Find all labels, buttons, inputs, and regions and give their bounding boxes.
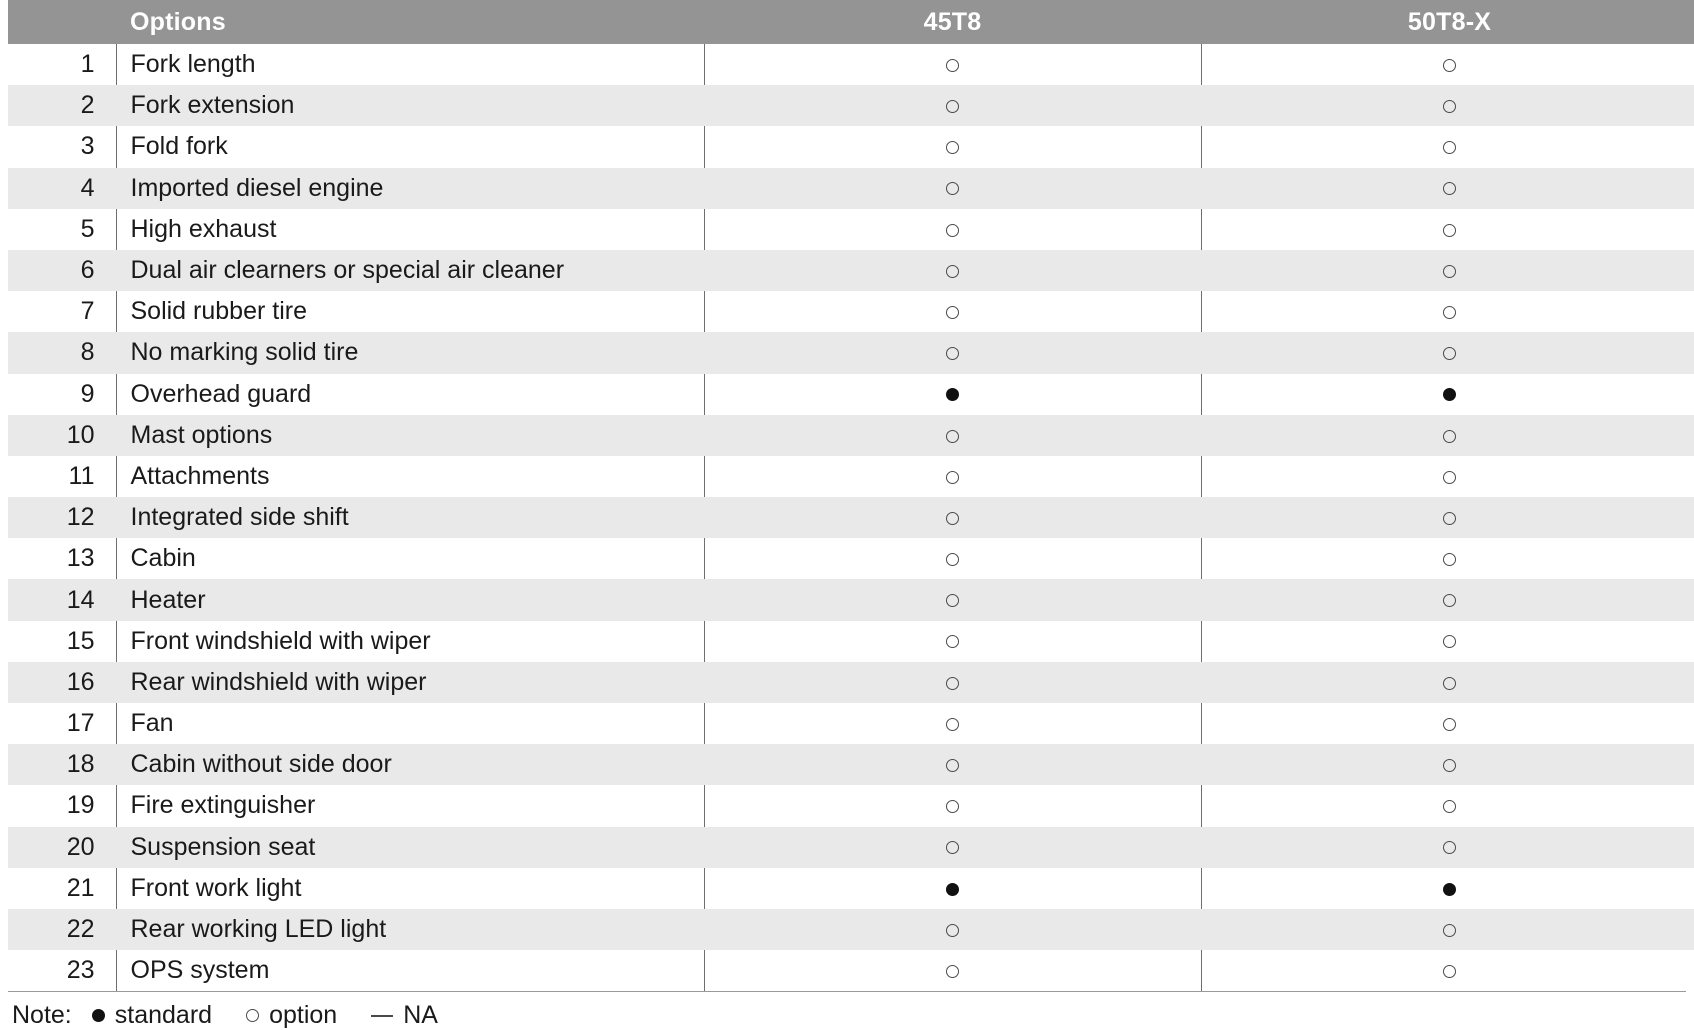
hollow-circle-icon	[1443, 594, 1456, 607]
row-number: 15	[66, 626, 95, 655]
row-number: 17	[66, 709, 95, 738]
row-option-label: Front work light	[116, 868, 704, 909]
hollow-circle-icon	[946, 59, 959, 72]
table-row	[8, 703, 1694, 744]
row-option-label: Fire extinguisher	[116, 785, 704, 826]
row-mark-45T8	[704, 126, 1201, 167]
row-option-label: Rear working LED light	[130, 915, 387, 944]
note-item-option	[246, 1001, 337, 1030]
row-mark-45T8	[704, 744, 1201, 785]
table-row	[8, 868, 1694, 909]
row-number: 9	[80, 379, 95, 408]
hollow-circle-icon	[1443, 141, 1456, 154]
table-note	[8, 991, 1686, 1030]
row-mark-45T8	[704, 85, 1201, 126]
row-number: 11	[68, 461, 95, 490]
table-row	[8, 538, 1694, 579]
row-mark-45T8	[704, 374, 1201, 415]
row-number: 10	[66, 420, 95, 449]
hollow-circle-icon	[1443, 677, 1456, 690]
table-row	[8, 827, 1694, 868]
table-header	[8, 0, 1694, 44]
hollow-circle-icon	[1443, 553, 1456, 566]
row-mark-50T8-X	[1201, 579, 1694, 620]
table-row	[8, 85, 1694, 126]
row-number: 6	[80, 256, 95, 285]
table-row	[8, 744, 1694, 785]
filled-circle-icon	[1443, 388, 1456, 401]
row-number: 21	[66, 873, 95, 902]
row-mark-45T8	[704, 456, 1201, 497]
hollow-circle-icon	[946, 759, 959, 772]
row-mark-50T8-X	[1201, 44, 1694, 85]
row-mark-45T8	[704, 662, 1201, 703]
table-row	[8, 44, 1694, 85]
hollow-circle-icon	[1443, 718, 1456, 731]
row-mark-50T8-X	[1201, 950, 1694, 991]
note-item-standard	[92, 1001, 212, 1030]
hollow-circle-icon	[1443, 965, 1456, 978]
table-row	[8, 662, 1694, 703]
table-row	[8, 497, 1694, 538]
hollow-circle-icon	[946, 800, 959, 813]
row-number: 20	[66, 832, 95, 861]
row-mark-45T8	[704, 497, 1201, 538]
row-mark-45T8	[704, 209, 1201, 250]
row-number: 4	[80, 173, 95, 202]
row-mark-50T8-X	[1201, 415, 1694, 456]
row-mark-45T8	[704, 785, 1201, 826]
row-option-label: OPS system	[116, 950, 704, 991]
column-header-model-50t8x: 50T8-X	[1201, 0, 1694, 44]
row-mark-50T8-X	[1201, 332, 1694, 373]
hollow-circle-icon	[1443, 635, 1456, 648]
row-mark-50T8-X	[1201, 827, 1694, 868]
row-mark-50T8-X	[1201, 744, 1694, 785]
filled-circle-icon	[1443, 883, 1456, 896]
row-option-label: Mast options	[130, 420, 273, 449]
note-item-na	[371, 1001, 438, 1030]
table-row	[8, 621, 1694, 662]
row-option-label: Suspension seat	[130, 832, 316, 861]
row-mark-50T8-X	[1201, 291, 1694, 332]
row-mark-45T8	[704, 827, 1201, 868]
row-option-label: Imported diesel engine	[130, 173, 384, 202]
row-mark-50T8-X	[1201, 497, 1694, 538]
hollow-circle-icon	[946, 265, 959, 278]
row-number: 1	[80, 50, 95, 79]
table-row	[8, 785, 1694, 826]
table-row	[8, 909, 1694, 950]
column-header-model-45t8: 45T8	[704, 0, 1201, 44]
row-number: 14	[66, 585, 95, 614]
row-mark-45T8	[704, 291, 1201, 332]
hollow-circle-icon	[1443, 512, 1456, 525]
table-row	[8, 456, 1694, 497]
row-mark-50T8-X	[1201, 456, 1694, 497]
row-option-label: Dual air clearners or special air cleaner	[130, 256, 565, 285]
row-option-label: No marking solid tire	[130, 338, 359, 367]
row-option-label: Fork extension	[130, 91, 295, 120]
hollow-circle-icon	[1443, 265, 1456, 278]
options-table	[8, 0, 1694, 991]
hollow-circle-icon	[946, 553, 959, 566]
table-header-row	[8, 0, 1694, 44]
hollow-circle-icon	[1443, 471, 1456, 484]
row-mark-50T8-X	[1201, 126, 1694, 167]
hollow-circle-icon	[946, 841, 959, 854]
table-body	[8, 44, 1694, 991]
row-mark-50T8-X	[1201, 209, 1694, 250]
hollow-circle-icon	[1443, 182, 1456, 195]
row-mark-45T8	[704, 250, 1201, 291]
row-option-label: Fork length	[116, 44, 704, 85]
row-number: 7	[80, 297, 95, 326]
hollow-circle-icon	[946, 100, 959, 113]
row-option-label: Heater	[130, 585, 206, 614]
hollow-circle-icon	[946, 141, 959, 154]
row-mark-50T8-X	[1201, 85, 1694, 126]
hollow-circle-icon	[1443, 306, 1456, 319]
hollow-circle-icon	[1443, 100, 1456, 113]
hollow-circle-icon	[1443, 759, 1456, 772]
hollow-circle-icon	[946, 471, 959, 484]
table-row	[8, 415, 1694, 456]
note-item-option-text: option	[269, 1001, 338, 1030]
table-row	[8, 332, 1694, 373]
hollow-circle-icon	[946, 594, 959, 607]
row-option-label: Cabin without side door	[130, 750, 392, 779]
row-option-label: Fold fork	[116, 126, 704, 167]
filled-circle-icon	[92, 1009, 105, 1022]
hollow-circle-icon	[946, 182, 959, 195]
row-number: 8	[80, 338, 95, 367]
row-number: 23	[66, 956, 95, 985]
row-number: 12	[66, 503, 95, 532]
row-mark-50T8-X	[1201, 621, 1694, 662]
hollow-circle-icon	[246, 1009, 259, 1022]
table-row	[8, 291, 1694, 332]
hollow-circle-icon	[946, 306, 959, 319]
row-mark-45T8	[704, 909, 1201, 950]
row-number: 16	[66, 667, 95, 696]
row-number: 5	[80, 214, 95, 243]
filled-circle-icon	[946, 883, 959, 896]
row-option-label: Rear windshield with wiper	[130, 667, 427, 696]
table-row	[8, 579, 1694, 620]
row-mark-50T8-X	[1201, 250, 1694, 291]
hollow-circle-icon	[1443, 59, 1456, 72]
row-number: 2	[80, 91, 95, 120]
row-number: 3	[80, 132, 95, 161]
row-mark-45T8	[704, 168, 1201, 209]
column-header-number	[8, 0, 116, 44]
hollow-circle-icon	[1443, 347, 1456, 360]
row-number: 22	[66, 915, 95, 944]
row-mark-50T8-X	[1201, 785, 1694, 826]
row-mark-50T8-X	[1201, 662, 1694, 703]
row-number: 18	[66, 750, 95, 779]
row-mark-45T8	[704, 579, 1201, 620]
row-mark-45T8	[704, 703, 1201, 744]
hollow-circle-icon	[946, 347, 959, 360]
row-mark-50T8-X	[1201, 538, 1694, 579]
table-row	[8, 209, 1694, 250]
row-option-label: Overhead guard	[116, 374, 704, 415]
note-item-standard-text: standard	[114, 1001, 213, 1030]
row-option-label: Cabin	[116, 538, 704, 579]
table-row	[8, 168, 1694, 209]
hollow-circle-icon	[946, 430, 959, 443]
row-mark-45T8	[704, 621, 1201, 662]
filled-circle-icon	[946, 388, 959, 401]
hollow-circle-icon	[1443, 800, 1456, 813]
row-option-label: Solid rubber tire	[116, 291, 704, 332]
hollow-circle-icon	[1443, 924, 1456, 937]
note-label: Note:	[12, 1001, 72, 1030]
row-option-label: Attachments	[116, 456, 704, 497]
row-mark-45T8	[704, 950, 1201, 991]
row-option-label: Integrated side shift	[130, 503, 349, 532]
row-mark-50T8-X	[1201, 909, 1694, 950]
row-mark-45T8	[704, 868, 1201, 909]
note-item-na-text: NA	[403, 1001, 438, 1030]
table-row	[8, 250, 1694, 291]
row-number: 13	[66, 544, 95, 573]
hollow-circle-icon	[946, 677, 959, 690]
row-mark-45T8	[704, 44, 1201, 85]
row-mark-45T8	[704, 332, 1201, 373]
hollow-circle-icon	[946, 965, 959, 978]
hollow-circle-icon	[1443, 224, 1456, 237]
table-row	[8, 126, 1694, 167]
column-header-options: Options	[116, 0, 704, 44]
dash-icon	[371, 1015, 393, 1017]
row-mark-50T8-X	[1201, 703, 1694, 744]
row-mark-45T8	[704, 538, 1201, 579]
row-mark-50T8-X	[1201, 168, 1694, 209]
table-row	[8, 374, 1694, 415]
table-row	[8, 950, 1694, 991]
row-mark-50T8-X	[1201, 374, 1694, 415]
hollow-circle-icon	[946, 512, 959, 525]
row-number: 19	[66, 791, 95, 820]
hollow-circle-icon	[946, 718, 959, 731]
hollow-circle-icon	[1443, 841, 1456, 854]
hollow-circle-icon	[946, 924, 959, 937]
row-option-label: Front windshield with wiper	[116, 621, 704, 662]
hollow-circle-icon	[946, 224, 959, 237]
row-mark-45T8	[704, 415, 1201, 456]
row-mark-50T8-X	[1201, 868, 1694, 909]
row-option-label: High exhaust	[116, 209, 704, 250]
hollow-circle-icon	[1443, 430, 1456, 443]
row-option-label: Fan	[116, 703, 704, 744]
hollow-circle-icon	[946, 635, 959, 648]
